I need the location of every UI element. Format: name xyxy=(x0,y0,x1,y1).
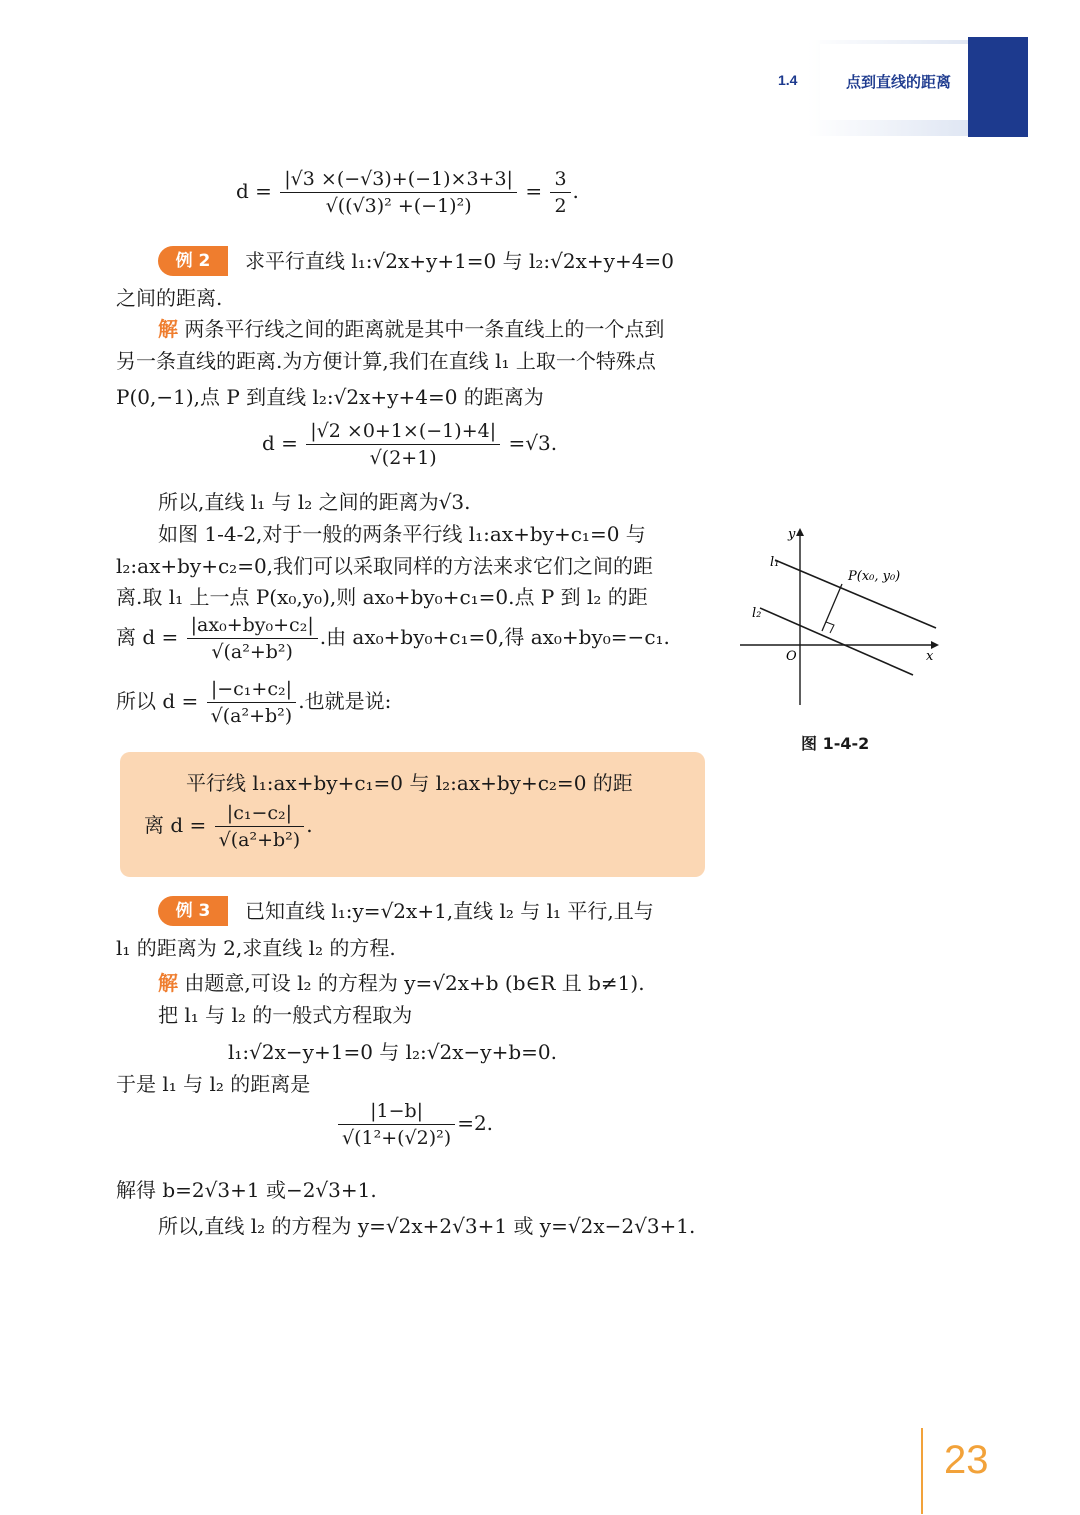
example-3-statement-line2: l₁ 的距离为 2,求直线 l₂ 的方程. xyxy=(116,936,396,960)
example-2-conclusion: 所以,直线 l₁ 与 l₂ 之间的距离为√3. xyxy=(158,490,471,514)
formula-fraction xyxy=(306,420,500,469)
example-3-badge: 例 3 xyxy=(158,896,228,926)
general-line4: 离 d = $\frac{\text{|ax₀+by₀+c₂|}}{\text{√(a²+b²)}}$ .由 ax₀+by₀+c₁=0,得 ax₀+by₀=−c₁. xyxy=(116,614,670,663)
label-l2: l₂ xyxy=(752,606,762,621)
figure-parallel-lines xyxy=(740,520,950,710)
header-blue-block xyxy=(968,37,1028,137)
formula-denominator: √(1²+(√2)²) xyxy=(342,1127,452,1149)
label-x: x xyxy=(926,649,934,664)
formula-distance-1: d = $\frac{|√3 \times(-√3)+(-1)\times 3+3|}{\text{√((√3)² +(−1)²)}}$ = $\frac{3}{2}$ . xyxy=(236,168,579,217)
result-fraction xyxy=(550,168,570,217)
general-line5: 所以 d = $\frac{\text{|−c₁+c₂|}}{\text{√(a²+b²)}}$ .也就是说: xyxy=(116,678,392,727)
label-point-p: P(x₀, y₀) xyxy=(848,569,901,584)
example-3-solution-line2: 把 l₁ 与 l₂ 的一般式方程取为 xyxy=(158,1003,413,1027)
theorem-line2: 离 d = $\frac{\text{|c₁−c₂|}}{\text{√(a²+b²)}}$ . xyxy=(144,802,313,851)
formula-denominator: √(2+1) xyxy=(369,447,437,469)
example-2-statement-line2: 之间的距离. xyxy=(116,286,223,310)
solution-label: 解 xyxy=(158,971,178,995)
general-line2: l₂:ax+by+c₂=0,我们可以采取同样的方法来求它们之间的距 xyxy=(116,554,654,578)
label-origin: O xyxy=(786,649,797,664)
general-line3: 离.取 l₁ 上一点 P(x₀,y₀),则 ax₀+by₀+c₁=0.点 P 到 l₂ 的距 xyxy=(116,585,648,609)
example-3-solution-line5: 解得 b=2√3+1 或−2√3+1. xyxy=(116,1178,377,1202)
result-denominator: 2 xyxy=(554,195,567,217)
distance-fraction: $\frac{\text{|−c₁+c₂|}}{\text{√(a²+b²)}}$ xyxy=(207,678,297,727)
label-y: y xyxy=(788,527,796,542)
example-3-solution-line3: l₁:√2x−y+1=0 与 l₂:√2x−y+b=0. xyxy=(228,1040,557,1064)
example-3-solution-line6: 所以,直线 l₂ 的方程为 y=√2x+2√3+1 或 y=√2x−2√3+1. xyxy=(158,1214,696,1238)
figure-caption: 图 1-4-2 xyxy=(801,734,870,753)
example-2-solution-line2: 另一条直线的距离.为方便计算,我们在直线 l₁ 上取一个特殊点 xyxy=(116,349,656,373)
formula-distance-2: d = $\frac{|√2 \times 0+1\times(-1)+4|}{√(2+1)}$ =√3. xyxy=(262,420,558,469)
line-l2 xyxy=(760,608,913,675)
formula-fraction xyxy=(338,1100,455,1149)
formula-fraction xyxy=(280,168,517,217)
formula-numerator: |√2 ×0+1×(−1)+4| xyxy=(306,420,500,445)
example-2-badge: 例 2 xyxy=(158,246,228,276)
theorem-line1: 平行线 l₁:ax+by+c₁=0 与 l₂:ax+by+c₂=0 的距 xyxy=(186,771,633,795)
y-axis-arrow xyxy=(796,528,804,536)
example-2-statement-line1: 求平行直线 l₁:√2x+y+1=0 与 l₂:√2x+y+4=0 xyxy=(245,249,674,273)
page-number-rule xyxy=(921,1428,923,1514)
section-number: 1.4 xyxy=(778,72,798,88)
example-3-statement-line1: 已知直线 l₁:y=√2x+1,直线 l₂ 与 l₁ 平行,且与 xyxy=(245,899,654,923)
example-3-solution-line4: 于是 l₁ 与 l₂ 的距离是 xyxy=(116,1072,311,1096)
section-title: 点到直线的距离 xyxy=(846,73,952,91)
distance-fraction: $\frac{\text{|ax₀+by₀+c₂|}}{\text{√(a²+b²)}}$ xyxy=(187,614,318,663)
example-3-solution-line1: 解 由题意,可设 l₂ 的方程为 y=√2x+b (b∈R 且 b≠1). xyxy=(158,971,645,995)
theorem-fraction: $\frac{\text{|c₁−c₂|}}{\text{√(a²+b²)}}$ xyxy=(215,802,305,851)
example-2-solution-line3: P(0,−1),点 P 到直线 l₂:√2x+y+4=0 的距离为 xyxy=(116,385,544,409)
example-2-solution-line1: 解 两条平行线之间的距离就是其中一条直线上的一个点到 xyxy=(158,317,665,341)
right-angle-mark xyxy=(826,622,834,633)
formula-numerator: |1−b| xyxy=(338,1100,455,1125)
formula-denominator: √((√3)² +(−1)²) xyxy=(325,195,472,217)
formula-numerator: |√3 ×(−√3)+(−1)×3+3| xyxy=(280,168,517,193)
result-numerator: 3 xyxy=(550,168,570,193)
theorem-box xyxy=(120,752,705,877)
label-l1: l₁ xyxy=(770,555,780,570)
x-axis-arrow xyxy=(931,641,939,649)
solution-label: 解 xyxy=(158,317,178,341)
general-line1: 如图 1-4-2,对于一般的两条平行线 l₁:ax+by+c₁=0 与 xyxy=(158,522,646,546)
page-number: 23 xyxy=(944,1438,989,1482)
formula-distance-3: $\frac{|1-b|}{\text{√(1²+(√2)²)}}$ =2. xyxy=(336,1100,493,1149)
formula-lhs: d = xyxy=(236,179,272,203)
